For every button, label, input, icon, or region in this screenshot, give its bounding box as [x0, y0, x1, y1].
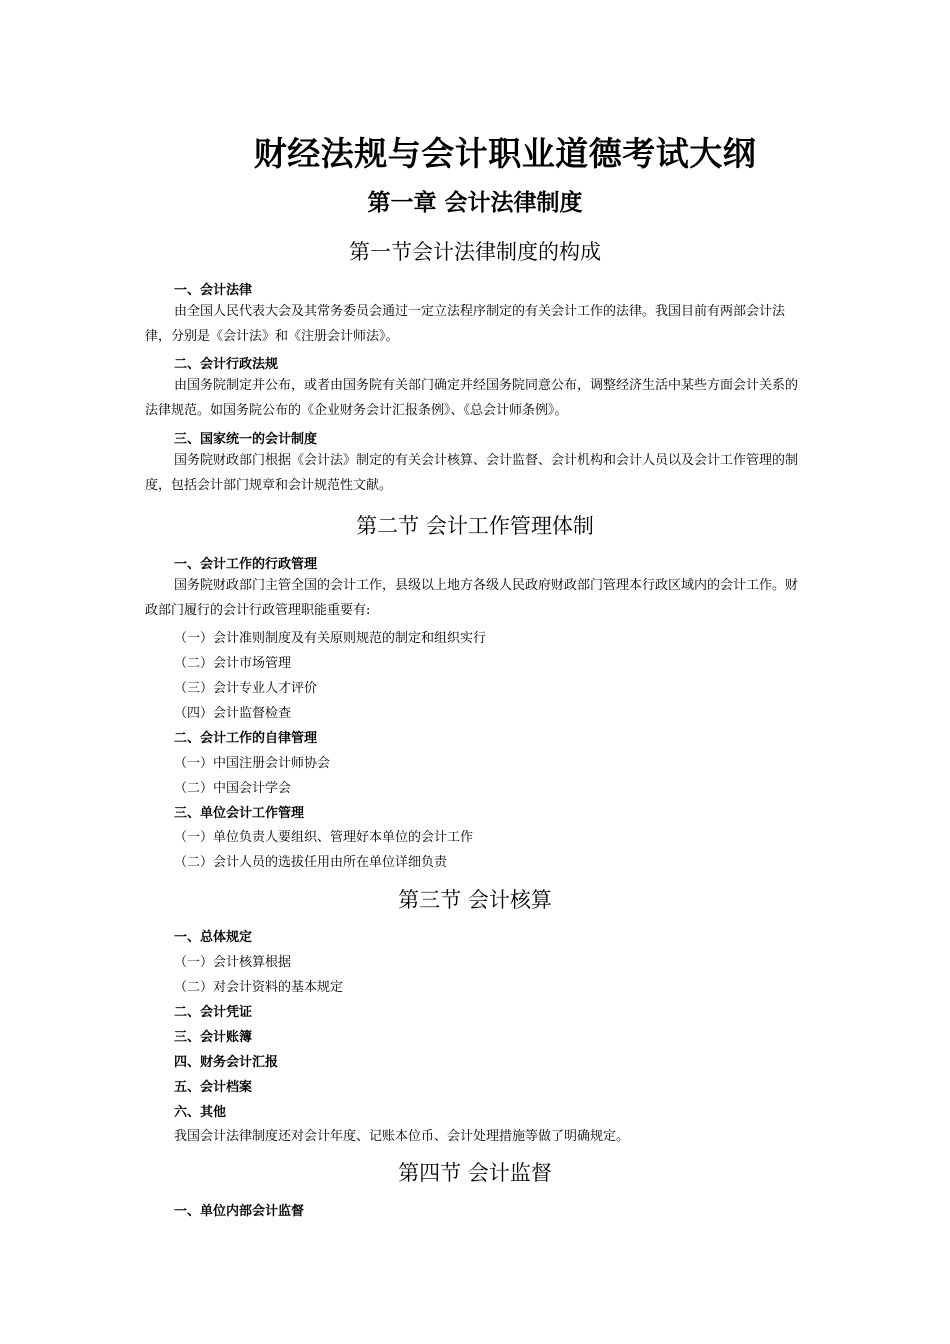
list-item: （二）会计人员的选拔任用由所在单位详细负责: [174, 855, 448, 870]
subheading: 一、单位内部会计监督: [174, 1204, 305, 1219]
subheading: 三、单位会计工作管理: [174, 806, 305, 821]
subheading: 四、财务会计汇报: [174, 1055, 279, 1070]
paragraph: 由全国人民代表大会及其常务委员会通过一定立法程序制定的有关会计工作的法律。我国目前有两部会计法律，分别是《会计法》和《注册会计师法》。: [145, 304, 786, 344]
list-item: （一）中国注册会计师协会: [174, 756, 331, 771]
paragraph: 国务院财政部门根据《会计法》制定的有关会计核算、会计监督、会计机构和会计人员以及会计工作管理的制度，包括会计部门规章和会计规范性文献。: [145, 453, 799, 493]
subheading: 三、会计账簿: [174, 1030, 253, 1045]
section-heading-4: 第四节 会计监督: [398, 1161, 552, 1185]
section-heading-2: 第二节 会计工作管理体制: [356, 514, 594, 538]
list-item: （二）中国会计学会: [174, 781, 292, 796]
list-item: （四）会计监督检查: [174, 706, 292, 721]
list-item: （一）会计准则制度及有关原则规范的制定和组织实行: [174, 631, 487, 646]
paragraph: 国务院财政部门主管全国的会计工作，县级以上地方各级人民政府财政部门管理本行政区域内的会计工作。财政部门履行的会计行政管理职能重要有:: [145, 578, 799, 618]
section-heading-1: 第一节会计法律制度的构成: [349, 240, 601, 264]
paragraph: 我国会计法律制度还对会计年度、记账本位币、会计处理措施等做了明确规定。: [174, 1129, 630, 1144]
subheading: 二、会计凭证: [174, 1005, 253, 1020]
list-item: （三）会计专业人才评价: [174, 681, 318, 696]
subheading: 六、其他: [174, 1105, 227, 1120]
subheading: 一、会计工作的行政管理: [174, 557, 318, 572]
document-title: 财经法规与会计职业道德考试大纲: [253, 134, 757, 173]
subheading: 二、会计行政法规: [174, 357, 279, 372]
paragraph: 由国务院制定并公布，或者由国务院有关部门确定并经国务院同意公布，调整经济生活中某些方面会计关系的法律规范。如国务院公布的《企业财务会计汇报条例》、《总会计师条例》。: [145, 378, 799, 418]
subheading: 二、会计工作的自律管理: [174, 731, 318, 746]
list-item: （二）会计市场管理: [174, 656, 292, 671]
subheading: 三、国家统一的会计制度: [174, 432, 318, 447]
subheading: 一、会计法律: [174, 283, 253, 298]
subheading: 五、会计档案: [174, 1080, 253, 1095]
subheading: 一、总体规定: [174, 930, 253, 945]
chapter-heading: 第一章 会计法律制度: [367, 189, 583, 216]
list-item: （二）对会计资料的基本规定: [174, 980, 344, 995]
list-item: （一）会计核算根据: [174, 955, 292, 970]
section-heading-3: 第三节 会计核算: [398, 888, 552, 912]
list-item: （一）单位负责人要组织、管理好本单位的会计工作: [174, 830, 474, 845]
